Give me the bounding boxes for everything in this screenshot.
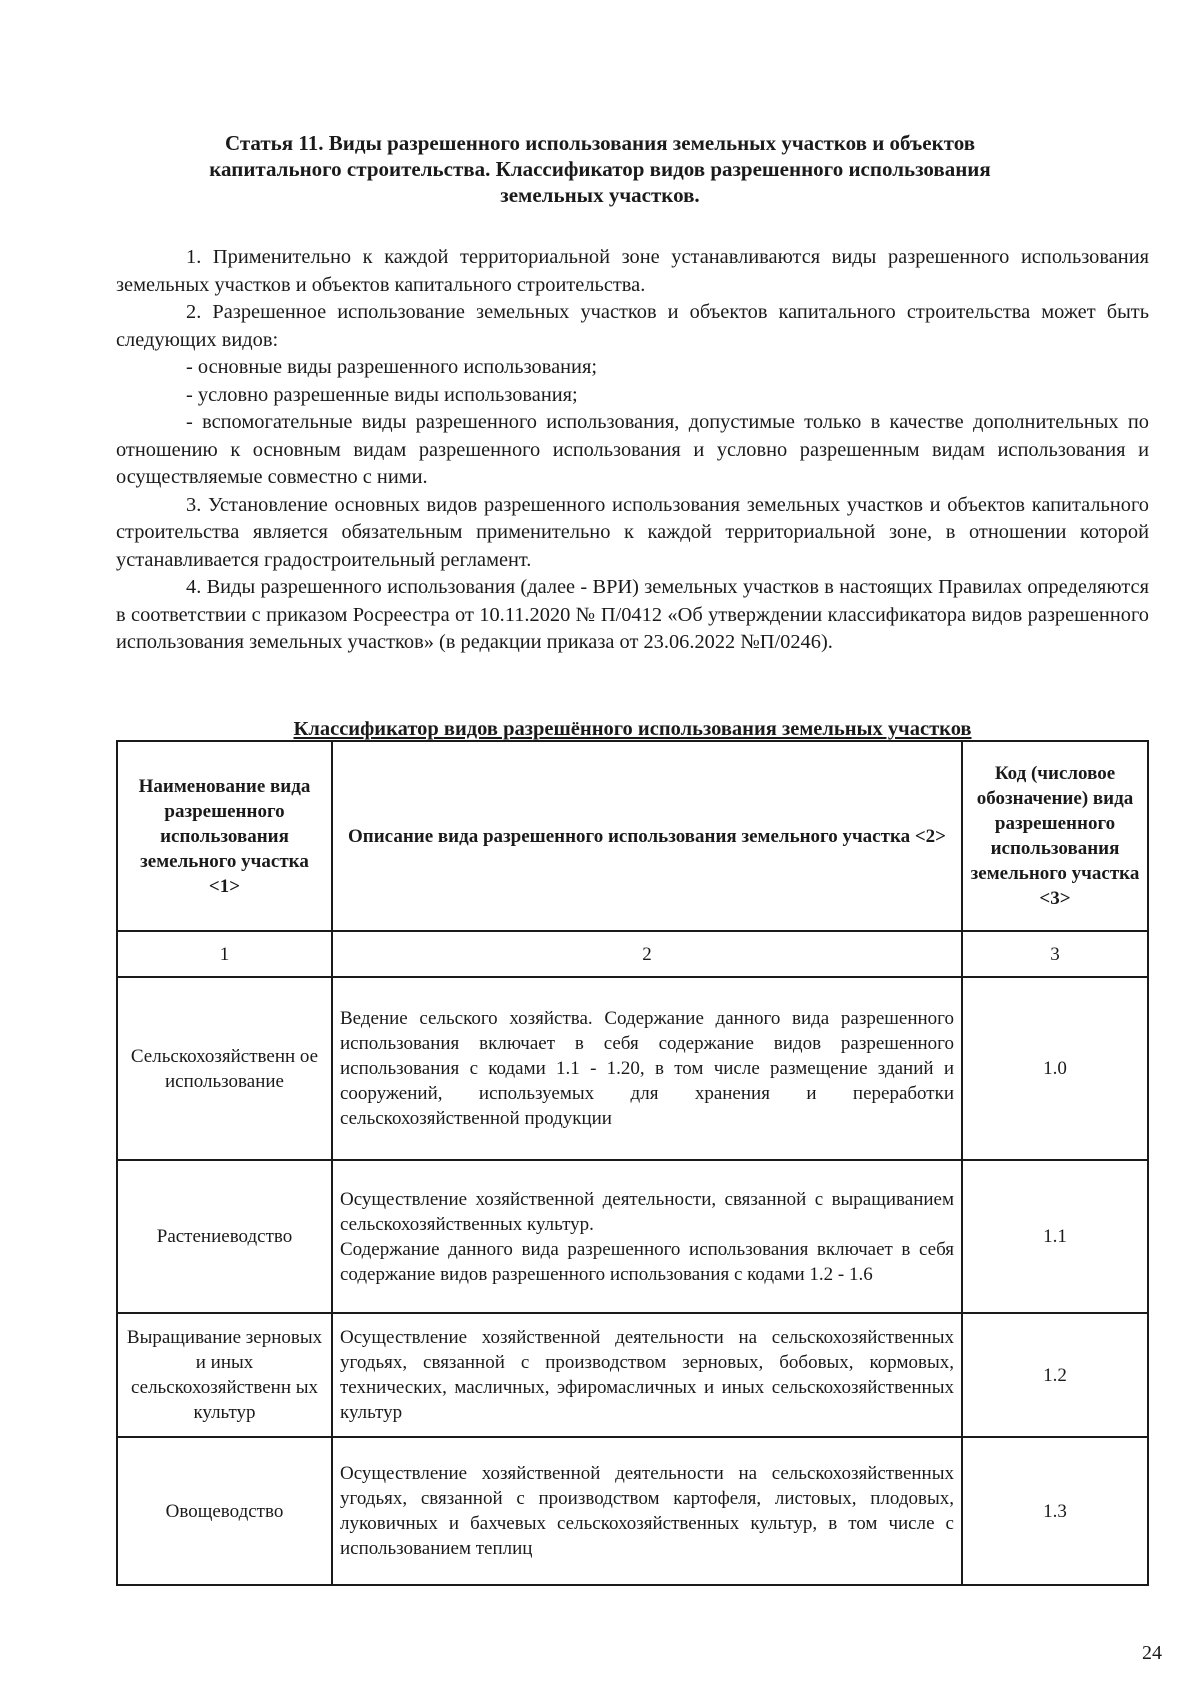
table-header-row xyxy=(117,741,1148,931)
row-description xyxy=(332,1160,962,1313)
paragraph-3: 3. Установление основных видов разрешенного использования земельных участков и объектов капитального строительства является обязательным применительно к каждой территориальной зоне, в отношении которой устанавливается градостроительный регламент. xyxy=(116,493,1149,571)
column-number: 3 xyxy=(962,931,1148,977)
table-row xyxy=(117,977,1148,1160)
row-name: Выращивание зерновых и иных сельскохозяйственн ых культур xyxy=(117,1313,332,1437)
table-row xyxy=(117,1437,1148,1585)
row-description xyxy=(332,1313,962,1437)
row-description-text: Ведение сельского хозяйства. Содержание данного вида разрешенного использования включает в себя содержание видов разрешенного использования с кодами 1.1 - 1.20, в том числе размещение зданий и сооружений, используемых для хранения и переработки сельскохозяйственной продукции xyxy=(340,1008,954,1129)
page-number: 24 xyxy=(1142,1642,1162,1664)
article-heading xyxy=(150,130,1050,208)
column-number-row xyxy=(117,931,1148,977)
article-body xyxy=(116,244,1149,657)
column-number: 2 xyxy=(332,931,962,977)
list-item: - основные виды разрешенного использования; xyxy=(186,356,597,378)
row-description xyxy=(332,977,962,1160)
header-description: Описание вида разрешенного использования земельного участка <2> xyxy=(332,741,962,931)
table-row xyxy=(117,1160,1148,1313)
header-code: Код (числовое обозначение) вида разрешенного использования земельного участка <3> xyxy=(962,741,1148,931)
row-description-text: Содержание данного вида разрешенного использования включает в себя содержание видов разрешенного использования с кодами 1.2 - 1.6 xyxy=(340,1238,954,1285)
paragraph-2: 2. Разрешенное использование земельных участков и объектов капитального строительства может быть следующих видов: xyxy=(116,301,1149,351)
column-number: 1 xyxy=(117,931,332,977)
row-description-text: Осуществление хозяйственной деятельности на сельскохозяйственных угодьях, связанной с производством зерновых, бобовых, кормовых, технических, масличных, эфиромасличных и иных сельскохозяйственных культур xyxy=(340,1327,954,1423)
row-name: Растениеводство xyxy=(117,1160,332,1313)
row-code: 1.0 xyxy=(962,977,1148,1160)
row-name: Овощеводство xyxy=(117,1437,332,1585)
row-code: 1.3 xyxy=(962,1437,1148,1585)
list-item: - условно разрешенные виды использования; xyxy=(186,383,578,406)
heading-line: Статья 11. Виды разрешенного использования земельных участков и объектов xyxy=(224,131,976,155)
paragraph-4: 4. Виды разрешенного использования (далее - ВРИ) земельных участков в настоящих Правилах определяются в соответствии с приказом Росреестра от 10.11.2020 № П/0412 «Об утверждении классификатора видов разрешенного использования земельных участков» (в редакции приказа от 23.06.2022 №П/0246). xyxy=(116,576,1149,653)
row-description-text: Осуществление хозяйственной деятельности, связанной с выращиванием сельскохозяйственных культур. xyxy=(340,1188,954,1235)
table-row xyxy=(117,1313,1148,1437)
classifier-table xyxy=(116,740,1149,1586)
list-item: - вспомогательные виды разрешенного использования, допустимые только в качестве дополнительных по отношению к основным видам разрешенного использования и условно разрешенным видам использования и осуществляемые совместно с ними. xyxy=(116,411,1149,488)
header-name: Наименование вида разрешенного использования земельного участка <1> xyxy=(117,741,332,931)
row-code: 1.1 xyxy=(962,1160,1148,1313)
row-code: 1.2 xyxy=(962,1313,1148,1437)
paragraph-1: 1. Применительно к каждой территориальной зоне устанавливаются виды разрешенного использования земельных участков и объектов капитального строительства. xyxy=(116,246,1149,296)
row-name: Сельскохозяйственн ое использование xyxy=(117,977,332,1160)
heading-line: капитального строительства. Классификатор видов разрешенного использования xyxy=(209,157,991,181)
row-description xyxy=(332,1437,962,1585)
heading-line: земельных участков. xyxy=(500,183,700,207)
row-description-text: Осуществление хозяйственной деятельности на сельскохозяйственных угодьях, связанной с производством картофеля, листовых, плодовых, луковичных и бахчевых сельскохозяйственных культур, в том числе с использованием теплиц xyxy=(340,1463,954,1559)
table-title: Классификатор видов разрешённого использования земельных участков xyxy=(293,718,972,740)
